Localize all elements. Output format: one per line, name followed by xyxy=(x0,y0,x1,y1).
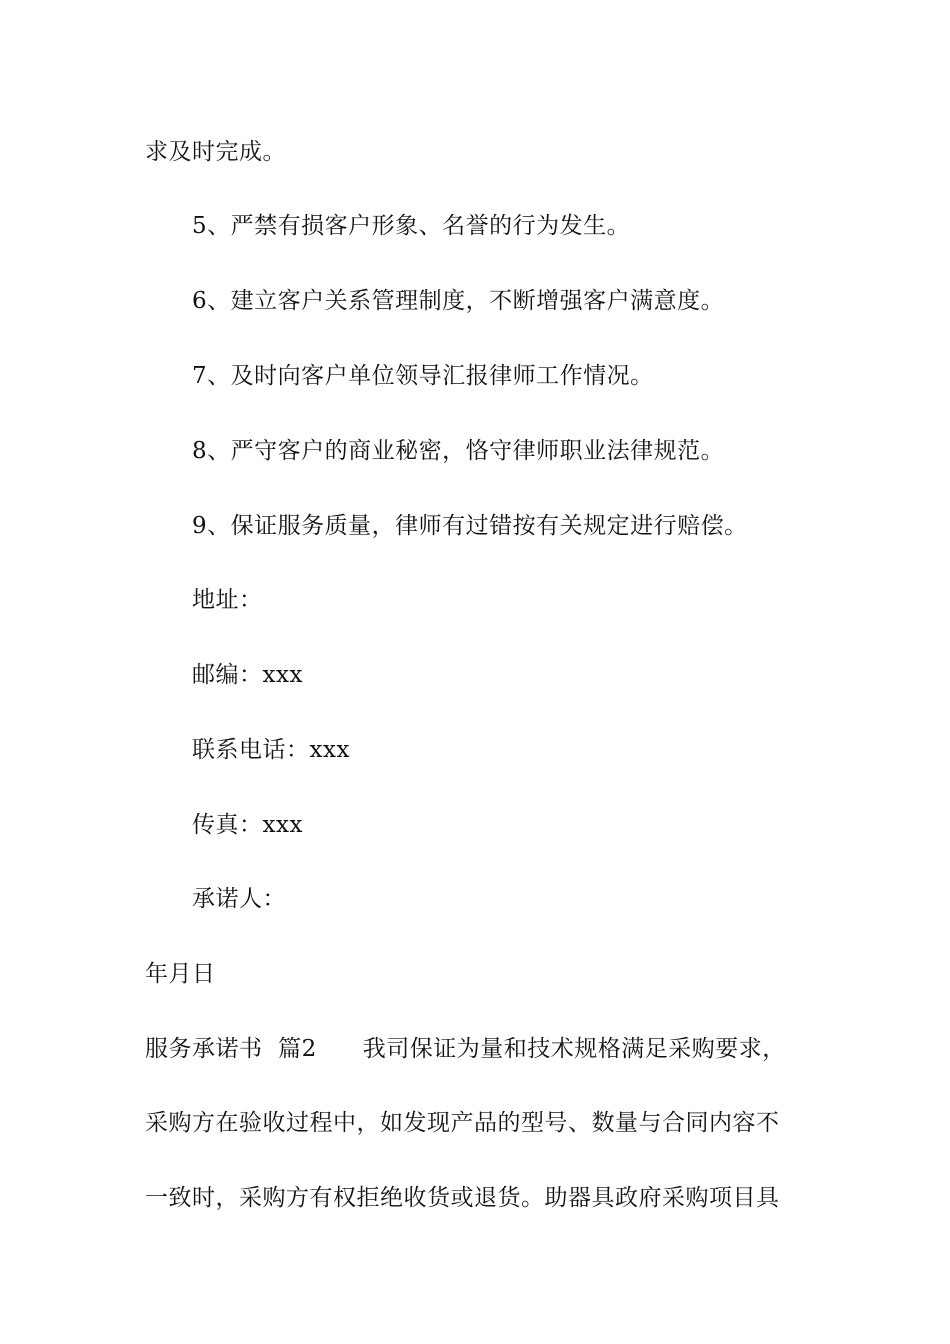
postcode-line: 邮编：xxx xyxy=(192,662,303,688)
commitment-item-8: 8、严守客户的商业秘密，恪守律师职业法律规范。 xyxy=(192,438,725,464)
fax-line: 传真：xxx xyxy=(192,812,303,838)
paragraph-continuation: 求及时完成。 xyxy=(145,139,286,165)
commitment-item-6: 6、建立客户关系管理制度，不断增强客户满意度。 xyxy=(192,288,725,314)
section-body-line: 一致时，采购方有权拒绝收货或退货。助器具政府采购项目具 xyxy=(145,1185,780,1211)
commitment-item-5: 5、严禁有损客户形象、名誉的行为发生。 xyxy=(192,213,631,239)
section-heading-line xyxy=(145,1034,786,1064)
section-body-line: 采购方在验收过程中，如发现产品的型号、数量与合同内容不 xyxy=(145,1110,780,1136)
date-line: 年月日 xyxy=(145,961,216,987)
address-label: 地址： xyxy=(192,587,263,613)
section-first-line: 我司保证为量和技术规格满足采购要求， xyxy=(362,1036,786,1062)
section-heading: 服务承诺书 篇2 xyxy=(145,1036,317,1062)
promisor-label: 承诺人： xyxy=(192,886,286,912)
phone-line: 联系电话：xxx xyxy=(192,737,350,763)
commitment-item-7: 7、及时向客户单位领导汇报律师工作情况。 xyxy=(192,363,654,389)
commitment-item-9: 9、保证服务质量，律师有过错按有关规定进行赔偿。 xyxy=(192,513,748,539)
